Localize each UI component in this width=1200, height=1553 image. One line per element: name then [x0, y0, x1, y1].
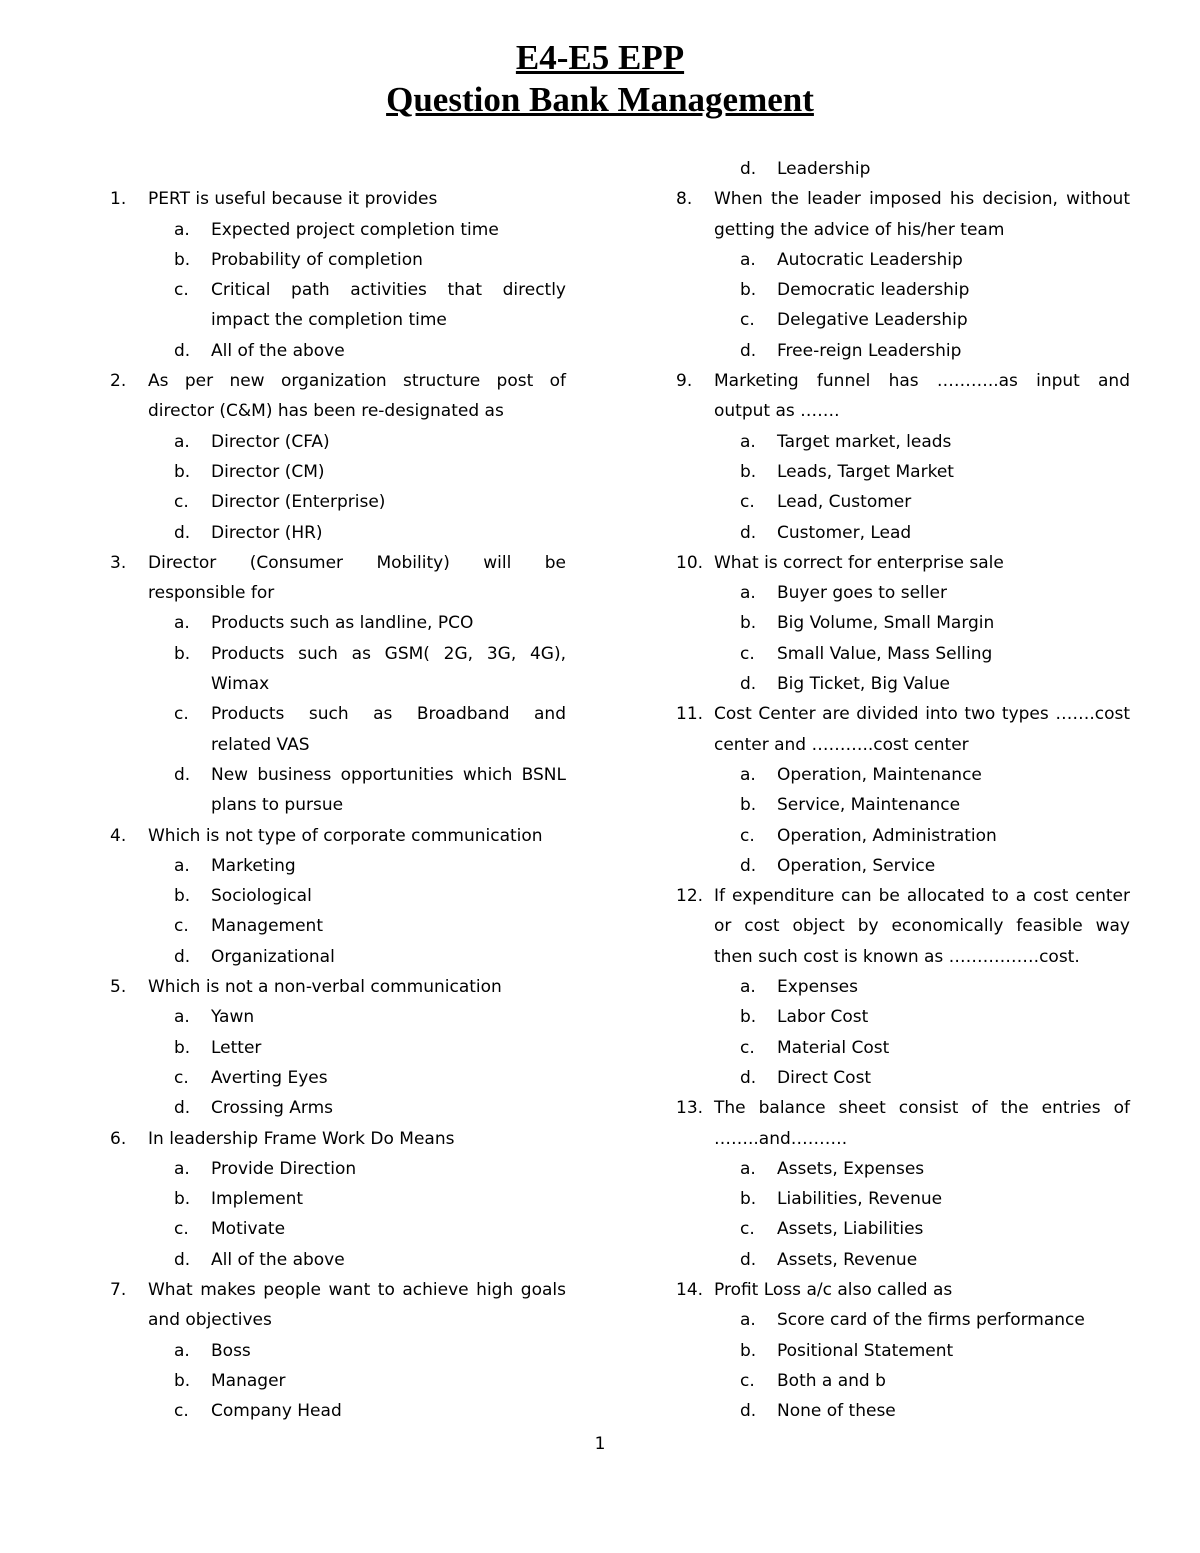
question-line: [676, 396, 1130, 426]
option-line: [110, 760, 566, 790]
option-line: [676, 972, 1130, 1002]
option-line: [110, 1214, 566, 1244]
option-line: [110, 1093, 566, 1123]
option-letter: a.: [740, 977, 756, 998]
question-line: [110, 1305, 566, 1335]
question-number: 11.: [676, 704, 704, 725]
option-text: Crossing Arms: [211, 1098, 334, 1119]
question-number: 1.: [110, 189, 127, 210]
question-line: [676, 548, 1130, 578]
option-letter: a.: [174, 1007, 190, 1028]
option-text: All of the above: [211, 340, 345, 361]
option-letter: a.: [740, 583, 756, 604]
option-line: [110, 1033, 566, 1063]
option-text: All of the above: [211, 1249, 345, 1270]
option-line: [676, 1366, 1130, 1396]
option-letter: d.: [740, 1067, 757, 1088]
option-letter: a.: [174, 1158, 190, 1179]
option-line: [676, 427, 1130, 457]
right-column: [676, 154, 1130, 1426]
option-text: Positional Statement: [777, 1340, 954, 1361]
option-text: Both a and b: [777, 1370, 886, 1391]
question-text: and objectives: [148, 1310, 272, 1331]
question-line: [110, 396, 566, 426]
question-text: Director (Consumer Mobility) will be: [148, 552, 566, 573]
option-text: Free-reign Leadership: [777, 340, 962, 361]
option-text: Operation, Maintenance: [777, 764, 982, 785]
option-letter: a.: [740, 431, 756, 452]
option-line: [676, 1063, 1130, 1093]
question-text: center and ………..cost center: [714, 734, 969, 755]
option-text: Small Value, Mass Selling: [777, 643, 993, 664]
option-text: Buyer goes to seller: [777, 583, 947, 604]
option-text: Lead, Customer: [777, 492, 912, 513]
option-letter: b.: [740, 1340, 757, 1361]
option-line: [110, 245, 566, 275]
option-letter: c.: [174, 1067, 189, 1088]
question-line: [676, 942, 1130, 972]
option-letter: a.: [174, 613, 190, 634]
option-text: None of these: [777, 1401, 896, 1422]
option-text: Company Head: [211, 1401, 342, 1422]
option-letter: b.: [174, 1370, 191, 1391]
option-text: Director (HR): [211, 522, 323, 543]
option-text: Score card of the firms performance: [777, 1310, 1085, 1331]
option-line: [676, 518, 1130, 548]
question-number: 9.: [676, 371, 693, 392]
option-line: [110, 487, 566, 517]
option-text: Assets, Liabilities: [777, 1219, 924, 1240]
option-line: [110, 851, 566, 881]
option-line: [676, 1002, 1130, 1032]
option-line: [676, 851, 1130, 881]
option-letter: c.: [174, 1219, 189, 1240]
question-text: ……..and……….: [714, 1128, 848, 1149]
question-text: The balance sheet consist of the entries of: [714, 1098, 1130, 1119]
question-text: Which is not a non-verbal communication: [148, 977, 502, 998]
question-text: What is correct for enterprise sale: [714, 552, 1004, 573]
option-letter: c.: [740, 310, 755, 331]
question-line: [676, 911, 1130, 941]
option-text: Target market, leads: [777, 431, 952, 452]
option-line: [676, 1184, 1130, 1214]
option-line: [676, 1305, 1130, 1335]
option-text: Director (CM): [211, 461, 325, 482]
option-line: [676, 457, 1130, 487]
option-letter: c.: [740, 643, 755, 664]
question-text: What makes people want to achieve high goals: [148, 1279, 566, 1300]
option-letter: b.: [174, 1189, 191, 1210]
option-letter: a.: [174, 1340, 190, 1361]
option-letter: c.: [174, 492, 189, 513]
question-number: 5.: [110, 977, 127, 998]
option-letter: b.: [740, 795, 757, 816]
question-number: 7.: [110, 1279, 127, 1300]
option-line: [676, 790, 1130, 820]
option-text: Letter: [211, 1037, 262, 1058]
option-text: Customer, Lead: [777, 522, 912, 543]
option-letter: c.: [174, 916, 189, 937]
option-text: Assets, Revenue: [777, 1249, 918, 1270]
option-line: [676, 336, 1130, 366]
option-line: [676, 305, 1130, 335]
option-letter: d.: [174, 522, 191, 543]
question-line: [110, 1275, 566, 1305]
option-text: Director (CFA): [211, 431, 330, 452]
option-line: [676, 1396, 1130, 1426]
option-letter: c.: [740, 1219, 755, 1240]
question-line: [110, 548, 566, 578]
option-line: [676, 275, 1130, 305]
option-letter: d.: [740, 159, 757, 179]
document-subtitle: Question Bank Management: [386, 80, 814, 119]
option-text: Averting Eyes: [211, 1067, 328, 1088]
option-line: [110, 1366, 566, 1396]
option-text: Yawn: [211, 1007, 255, 1028]
option-line: [676, 669, 1130, 699]
option-line: [676, 760, 1130, 790]
question-text: Cost Center are divided into two types …….cost: [714, 704, 1130, 725]
option-text: Labor Cost: [777, 1007, 869, 1028]
question-line: [110, 972, 566, 1002]
option-line: [676, 154, 1130, 184]
question-text: When the leader imposed his decision, without: [714, 189, 1130, 210]
option-line: [110, 427, 566, 457]
question-text: getting the advice of his/her team: [714, 219, 1005, 240]
question-number: 13.: [676, 1098, 704, 1119]
option-letter: b.: [174, 643, 191, 664]
question-text: As per new organization structure post of: [148, 371, 566, 392]
option-line: [110, 790, 566, 820]
option-line: [110, 1002, 566, 1032]
option-line: [110, 336, 566, 366]
option-text: impact the completion time: [211, 310, 447, 331]
option-text: Leads, Target Market: [777, 461, 954, 482]
option-line: [110, 457, 566, 487]
question-number: 12.: [676, 886, 704, 907]
option-line: [110, 518, 566, 548]
option-text: Management: [211, 916, 323, 937]
option-line: [110, 942, 566, 972]
question-line: [110, 366, 566, 396]
option-letter: c.: [740, 825, 755, 846]
question-text: director (C&M) has been re-designated as: [148, 401, 504, 422]
option-letter: d.: [740, 340, 757, 361]
left-column: [110, 154, 566, 1426]
question-text: responsible for: [148, 583, 275, 604]
question-text: PERT is useful because it provides: [148, 189, 438, 210]
option-text: Assets, Expenses: [777, 1158, 925, 1179]
option-letter: a.: [740, 764, 756, 785]
option-line: [110, 730, 566, 760]
question-text: or cost object by economically feasible way: [714, 916, 1130, 937]
option-letter: d.: [740, 1401, 757, 1422]
document-title: E4-E5 EPP: [515, 38, 685, 77]
option-letter: d.: [174, 1249, 191, 1270]
option-line: [676, 487, 1130, 517]
option-text: Direct Cost: [777, 1067, 872, 1088]
option-letter: a.: [740, 1310, 756, 1331]
option-text: Operation, Administration: [777, 825, 997, 846]
option-text: Provide Direction: [211, 1158, 357, 1179]
option-text: Sociological: [211, 886, 312, 907]
option-line: [110, 911, 566, 941]
option-letter: a.: [740, 1158, 756, 1179]
question-text: output as …….: [714, 401, 840, 422]
option-text: Big Ticket, Big Value: [777, 674, 950, 695]
question-line: [676, 1093, 1130, 1123]
option-text: Expected project completion time: [211, 219, 499, 240]
option-text: Material Cost: [777, 1037, 890, 1058]
question-line: [676, 1124, 1130, 1154]
option-letter: c.: [740, 1370, 755, 1391]
question-text: then such cost is known as …………….cost.: [714, 946, 1080, 967]
question-number: 4.: [110, 825, 127, 846]
question-line: [110, 578, 566, 608]
option-letter: d.: [174, 1098, 191, 1119]
option-line: [676, 1245, 1130, 1275]
question-text: In leadership Frame Work Do Means: [148, 1128, 455, 1149]
option-letter: b.: [740, 280, 757, 301]
option-text: Democratic leadership: [777, 280, 970, 301]
option-letter: b.: [174, 249, 191, 270]
question-line: [110, 821, 566, 851]
option-letter: b.: [174, 1037, 191, 1058]
option-text: Implement: [211, 1189, 304, 1210]
option-line: [676, 1336, 1130, 1366]
question-line: [110, 184, 566, 214]
blank-line: [110, 154, 566, 184]
option-line: [110, 305, 566, 335]
option-letter: b.: [174, 461, 191, 482]
question-number: 10.: [676, 552, 704, 573]
option-line: [110, 1154, 566, 1184]
option-line: [676, 1154, 1130, 1184]
option-text: Wimax: [211, 674, 270, 695]
option-letter: b.: [174, 886, 191, 907]
question-line: [676, 366, 1130, 396]
option-letter: c.: [740, 492, 755, 513]
question-line: [676, 730, 1130, 760]
option-text: Liabilities, Revenue: [777, 1189, 943, 1210]
option-text: Motivate: [211, 1219, 286, 1240]
option-line: [110, 881, 566, 911]
option-letter: d.: [740, 855, 757, 876]
question-text: If expenditure can be allocated to a cost center: [714, 886, 1130, 907]
option-line: [110, 1184, 566, 1214]
option-text: Manager: [211, 1370, 286, 1391]
question-line: [676, 184, 1130, 214]
option-text: New business opportunities which BSNL: [211, 764, 566, 785]
question-number: 14.: [676, 1279, 704, 1300]
option-line: [110, 215, 566, 245]
option-letter: b.: [740, 1189, 757, 1210]
question-number: 2.: [110, 371, 127, 392]
option-line: [110, 669, 566, 699]
option-letter: d.: [174, 340, 191, 361]
option-letter: d.: [740, 1249, 757, 1270]
option-letter: d.: [740, 674, 757, 695]
option-text: Probability of completion: [211, 249, 423, 270]
option-line: [676, 608, 1130, 638]
page-number: 1: [594, 1434, 606, 1454]
option-letter: a.: [174, 431, 190, 452]
option-text: Critical path activities that directly: [211, 280, 566, 301]
option-line: [676, 821, 1130, 851]
question-line: [676, 699, 1130, 729]
question-text: Which is not type of corporate communication: [148, 825, 543, 846]
option-letter: b.: [740, 1007, 757, 1028]
option-text: Big Volume, Small Margin: [777, 613, 995, 634]
question-text: Profit Loss a/c also called as: [714, 1279, 953, 1300]
option-letter: c.: [174, 280, 189, 301]
question-line: [676, 881, 1130, 911]
option-text: Organizational: [211, 946, 335, 967]
option-text: Products such as landline, PCO: [211, 613, 474, 634]
option-letter: c.: [174, 704, 189, 725]
question-number: 6.: [110, 1128, 127, 1149]
option-text: Autocratic Leadership: [777, 249, 963, 270]
option-text: Operation, Service: [777, 855, 936, 876]
option-line: [676, 639, 1130, 669]
option-letter: d.: [174, 946, 191, 967]
question-number: 3.: [110, 552, 127, 573]
question-line: [110, 1124, 566, 1154]
option-text: Delegative Leadership: [777, 310, 968, 331]
option-text: Service, Maintenance: [777, 795, 961, 816]
option-letter: b.: [740, 461, 757, 482]
option-letter: d.: [740, 522, 757, 543]
option-line: [676, 1214, 1130, 1244]
option-line: [676, 245, 1130, 275]
option-text: plans to pursue: [211, 795, 344, 816]
option-text: Expenses: [777, 977, 858, 998]
option-line: [110, 608, 566, 638]
option-letter: a.: [174, 855, 190, 876]
question-line: [676, 1275, 1130, 1305]
option-line: [110, 1063, 566, 1093]
option-line: [676, 578, 1130, 608]
option-text: Director (Enterprise): [211, 492, 386, 513]
question-text: Marketing funnel has ………..as input and: [714, 371, 1130, 392]
option-letter: d.: [174, 764, 191, 785]
option-text: Products such as Broadband and: [211, 704, 566, 725]
question-line: [676, 215, 1130, 245]
option-text: Products such as GSM( 2G, 3G, 4G),: [211, 643, 566, 664]
option-line: [676, 1033, 1130, 1063]
option-text: Marketing: [211, 855, 296, 876]
option-letter: b.: [740, 613, 757, 634]
option-line: [110, 639, 566, 669]
option-line: [110, 699, 566, 729]
option-line: [110, 1336, 566, 1366]
option-line: [110, 1245, 566, 1275]
option-letter: a.: [174, 219, 190, 240]
option-text: Leadership: [777, 159, 871, 179]
option-letter: c.: [740, 1037, 755, 1058]
option-line: [110, 275, 566, 305]
option-letter: a.: [740, 249, 756, 270]
option-letter: c.: [174, 1401, 189, 1422]
question-number: 8.: [676, 189, 693, 210]
option-text: Boss: [211, 1340, 251, 1361]
option-text: related VAS: [211, 734, 310, 755]
option-line: [110, 1396, 566, 1426]
